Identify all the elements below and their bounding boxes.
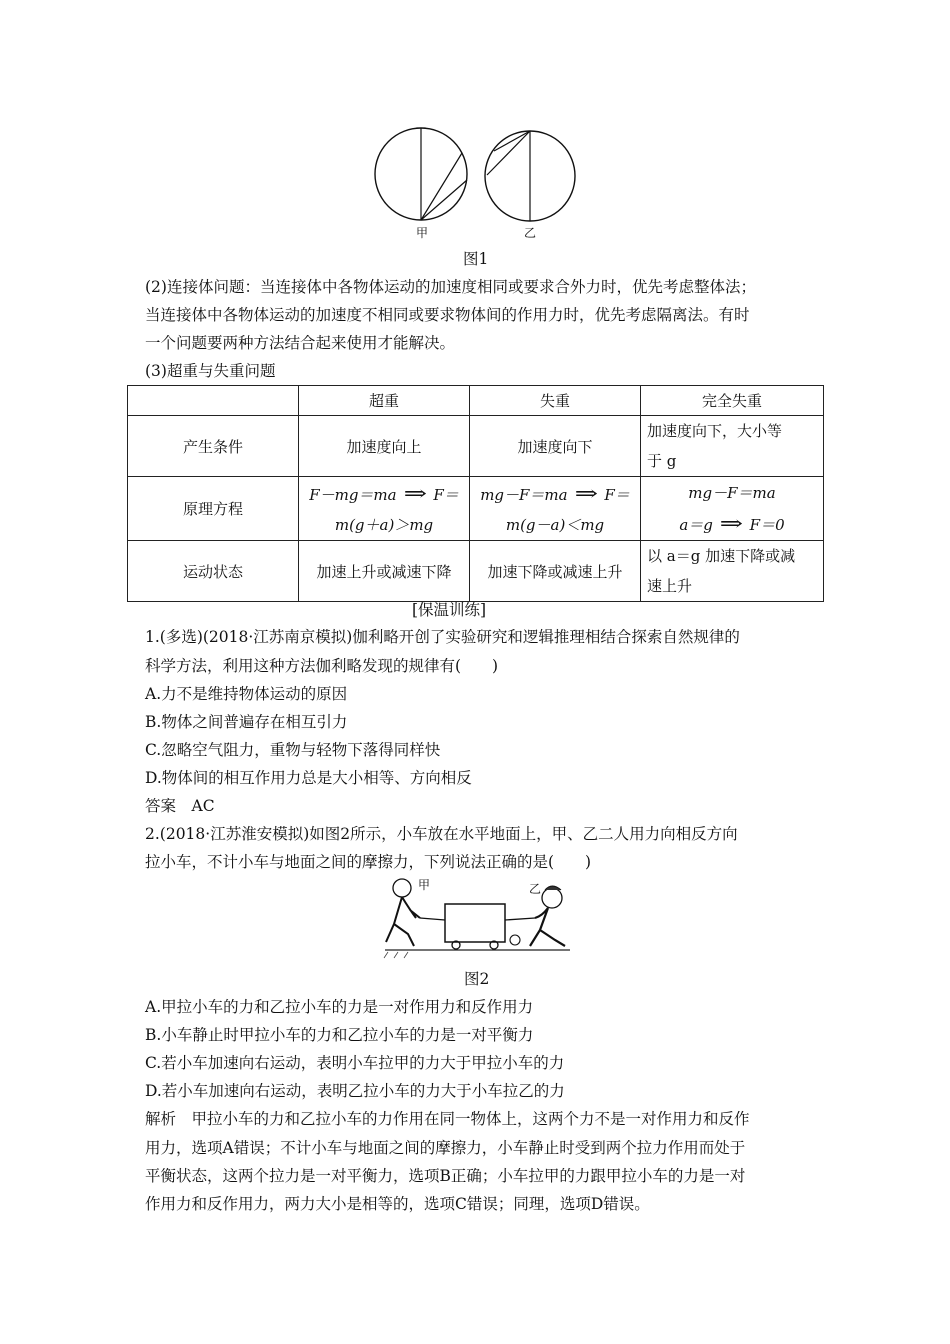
eq-wanquan-line1: mg－F＝ma (688, 483, 776, 502)
table-header-shizhong: 失重 (470, 386, 641, 416)
person-yi-cap (545, 886, 561, 890)
table-row-motion (128, 541, 824, 602)
figure-2-label-yi: 乙 (529, 882, 542, 896)
person-yi-head (542, 888, 562, 908)
implies-arrow-icon: ⇒ (574, 480, 598, 505)
table-row-condition (128, 416, 824, 477)
rope-right (505, 918, 535, 920)
chord-yi-2 (487, 131, 530, 175)
eq-shizhong-left: mg－F＝ma (480, 485, 568, 504)
q2-option-a: A.甲拉小车的力和乙拉小车的力是一对作用力和反作用力 (145, 998, 534, 1016)
q2-option-b: B.小车静止时甲拉小车的力和乙拉小车的力是一对平衡力 (145, 1026, 534, 1044)
implies-arrow-icon: ⇒ (719, 510, 744, 535)
implies-arrow-icon: ⇒ (403, 480, 427, 505)
row-equation-shizhong-line1 (476, 478, 634, 510)
figure-2-label-jia: 甲 (418, 878, 431, 892)
q1-line2: 科学方法，利用这种方法伽利略发现的规律有( ) (145, 657, 499, 675)
q2-option-d: D.若小车加速向右运动，表明乙拉小车的力大于小车拉乙的力 (145, 1082, 565, 1100)
q2-analysis-line1: 解析 甲拉小车的力和乙拉小车的力作用在同一物体上，这两个力不是一对作用力和反作 (145, 1110, 750, 1128)
row-motion-label: 运动状态 (128, 541, 299, 602)
row-equation-wanquan (641, 477, 824, 541)
q2-option-c: C.若小车加速向右运动，表明小车拉甲的力大于甲拉小车的力 (145, 1054, 565, 1072)
q1-line1: 1.(多选)(2018·江苏南京模拟)伽利略开创了实验研究和逻辑推理相结合探索自然规律的 (145, 628, 740, 646)
row-equation-label: 原理方程 (128, 477, 299, 541)
figure-2-illustration (380, 872, 575, 962)
row-condition-wanquan-line1: 加速度向下，大小等 (647, 422, 783, 440)
para2-line2: 当连接体中各物体运动的加速度不相同或要求物体间的作用力时，优先考虑隔离法。有时 (145, 306, 750, 324)
row-motion-wanquan (641, 541, 824, 602)
row-equation-chaozhong (299, 477, 470, 541)
table-header-row (128, 386, 824, 416)
q2-analysis-line4: 作用力和反作用力，两力大小是相等的，选项C错误；同理，选项D错误。 (145, 1195, 650, 1213)
q2-line1: 2.(2018·江苏淮安模拟)如图2所示，小车放在水平地面上，甲、乙二人用力向相反方向 (145, 825, 738, 843)
q1-option-d: D.物体间的相互作用力总是大小相等、方向相反 (145, 769, 472, 787)
row-equation-wanquan-line1 (647, 478, 817, 508)
cart-body (445, 904, 505, 942)
row-condition-label: 产生条件 (128, 416, 299, 477)
table-row-equation (128, 477, 824, 541)
table-header-chaozhong: 超重 (299, 386, 470, 416)
para2-line1: (2)连接体问题：当连接体中各物体运动的加速度相同或要求合外力时，优先考虑整体法； (145, 278, 756, 296)
section-title: [保温训练] (412, 601, 487, 619)
eq-chaozhong-left: F－mg＝ma (309, 485, 397, 504)
person-jia-body (386, 897, 420, 946)
q2-analysis-line2: 用力，选项A错误；不计小车与地面之间的摩擦力，小车静止时受到两个拉力作用而处于 (145, 1139, 746, 1157)
q2-line2: 拉小车，不计小车与地面之间的摩擦力，下列说法正确的是( ) (145, 853, 592, 871)
row-condition-chaozhong: 加速度向上 (299, 416, 470, 477)
row-equation-chaozhong-line2 (305, 510, 463, 540)
row-equation-shizhong-line2 (476, 510, 634, 540)
person-yi-body (530, 908, 565, 946)
figure-1-diagram (370, 125, 585, 245)
row-equation-wanquan-line2 (647, 508, 817, 540)
q1-option-b: B.物体之间普遍存在相互引力 (145, 713, 348, 731)
q1-option-a: A.力不是维持物体运动的原因 (145, 685, 348, 703)
row-equation-shizhong (470, 477, 641, 541)
row-condition-shizhong: 加速度向下 (470, 416, 641, 477)
eq-wanquan-right: F＝0 (749, 515, 785, 534)
eq-wanquan-left: a＝g (679, 515, 713, 534)
row-equation-chaozhong-line1 (305, 478, 463, 510)
rope-left (420, 918, 445, 920)
table-header-empty (128, 386, 299, 416)
person-jia-head (393, 879, 411, 897)
ground-hatch (384, 952, 408, 958)
chord-jia-1 (421, 153, 462, 220)
row-motion-wanquan-line1: 以 a＝g 加速下降或减 (647, 547, 796, 565)
para2-line3: 一个问题要两种方法结合起来使用才能解决。 (145, 334, 456, 352)
eq-chaozhong-line2: m(g＋a)＞mg (334, 515, 434, 534)
q2-analysis-line3: 平衡状态，这两个拉力是一对平衡力，选项B正确；小车拉甲的力跟甲拉小车的力是一对 (145, 1167, 746, 1185)
eq-chaozhong-right: F＝ (433, 485, 459, 504)
table-header-wanquan: 完全失重 (641, 386, 824, 416)
figure-2-caption: 图2 (464, 970, 490, 988)
row-motion-wanquan-line2: 速上升 (647, 577, 693, 595)
row-motion-chaozhong: 加速上升或减速下降 (299, 541, 470, 602)
q1-option-c: C.忽略空气阻力，重物与轻物下落得同样快 (145, 741, 441, 759)
eq-shizhong-right: F＝ (604, 485, 630, 504)
figure-1-label-yi: 乙 (524, 226, 537, 240)
para3-heading: (3)超重与失重问题 (145, 362, 276, 380)
row-condition-wanquan (641, 416, 824, 477)
row-condition-wanquan-line2: 于 g (647, 452, 677, 470)
overweight-weightless-table (127, 385, 824, 602)
q1-answer: 答案 AC (145, 797, 215, 815)
figure-1-label-jia: 甲 (416, 226, 429, 240)
eq-shizhong-line2: m(g－a)＜mg (505, 515, 605, 534)
dog-icon (510, 935, 520, 945)
row-motion-shizhong: 加速下降或减速上升 (470, 541, 641, 602)
figure-1-caption: 图1 (463, 250, 489, 268)
